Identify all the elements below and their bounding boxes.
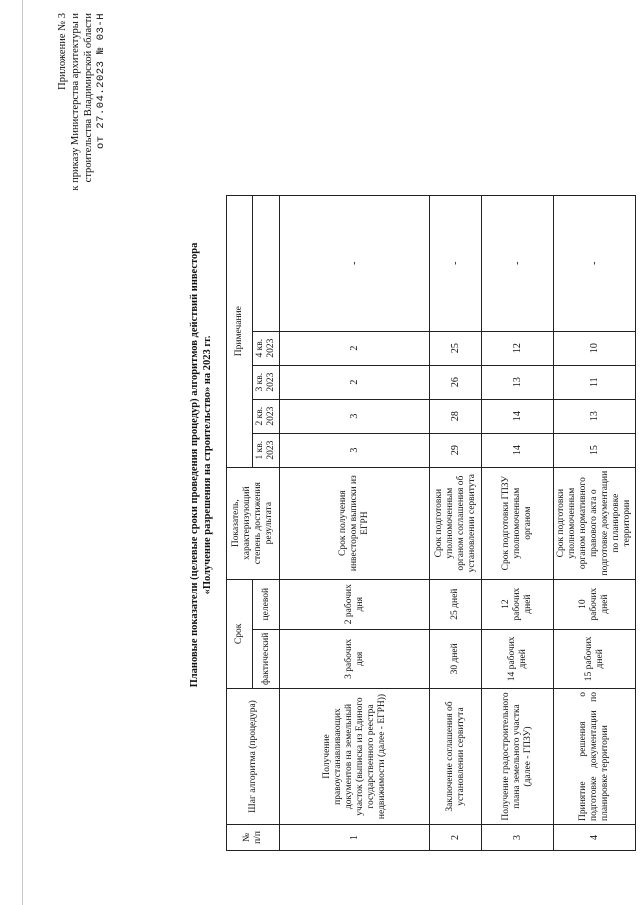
row-q2: 13 <box>554 399 636 433</box>
row-actual: 3 рабочих дня <box>280 629 430 688</box>
row-q4: 10 <box>554 331 636 365</box>
row-indicator: Срок получения инвестором выписки из ЕГРН <box>280 467 430 579</box>
row-step: Принятие решения о подготовке документации по планировке территории <box>554 689 636 825</box>
row-step: Получение градостроительного плана земельного участка (далее - ГПЗУ) <box>482 689 554 825</box>
title-line-2: «Получение разрешения на строительство» на 2023 гг. <box>202 335 213 595</box>
indicators-table <box>226 195 636 851</box>
header-note-group: Примечание <box>227 195 253 467</box>
header-term-target: целевой <box>253 579 280 629</box>
row-step: Получение правоустанавливающих документов на земельный участок (выписка из Единого государственного реестра недвижимости (далее - ЕГРН)) <box>280 689 430 825</box>
header-num: № п/п <box>227 825 280 851</box>
row-target: 2 рабочих дня <box>280 579 430 629</box>
row-q3: 26 <box>430 365 482 399</box>
row-note: - <box>430 195 482 331</box>
row-q3: 13 <box>482 365 554 399</box>
header-quarter-1: 1 кв. 2023 <box>253 433 280 467</box>
row-q4: 12 <box>482 331 554 365</box>
header-term: Срок <box>227 579 253 688</box>
row-q1: 3 <box>280 433 430 467</box>
table-row <box>482 195 554 850</box>
row-num: 4 <box>554 825 636 851</box>
table-row <box>430 195 482 850</box>
row-target: 12 рабочих дней <box>482 579 554 629</box>
header-step: Шаг алгоритма (процедура) <box>227 689 280 825</box>
row-q4: 2 <box>280 331 430 365</box>
row-q2: 28 <box>430 399 482 433</box>
row-q3: 2 <box>280 365 430 399</box>
row-note: - <box>554 195 636 331</box>
row-indicator: Срок подготовки уполномоченным органом нормативного правового акта о подготовке документации по планировке территории <box>554 467 636 579</box>
header-quarter-3: 3 кв. 2023 <box>253 365 280 399</box>
row-note: - <box>482 195 554 331</box>
row-note: - <box>280 195 430 331</box>
row-q1: 29 <box>430 433 482 467</box>
appendix-line-4: от 27.04.2023 № 03-Н <box>95 13 107 150</box>
row-q3: 11 <box>554 365 636 399</box>
row-actual: 30 дней <box>430 629 482 688</box>
header-indicator: Показатель, характеризующий степень достижения результата <box>227 467 280 579</box>
row-num: 1 <box>280 825 430 851</box>
row-q1: 15 <box>554 433 636 467</box>
row-q4: 25 <box>430 331 482 365</box>
row-target: 10 рабочих дней <box>554 579 636 629</box>
document-title <box>188 65 214 865</box>
title-line-1: Плановые показатели (целевые сроки проведения процедур) алгоритмов действий инвестора <box>189 242 200 688</box>
appendix-block <box>56 13 108 245</box>
header-quarter-2: 2 кв. 2023 <box>253 399 280 433</box>
appendix-line-2: к приказу Министерства архитектуры и <box>70 13 81 191</box>
table-row <box>554 195 636 850</box>
row-q2: 3 <box>280 399 430 433</box>
row-target: 25 дней <box>430 579 482 629</box>
row-num: 2 <box>430 825 482 851</box>
header-term-actual: фактический <box>253 629 280 688</box>
row-actual: 15 рабочих дней <box>554 629 636 688</box>
row-num: 3 <box>482 825 554 851</box>
row-actual: 14 рабочих дней <box>482 629 554 688</box>
appendix-line-1: Приложение № 3 <box>57 13 68 90</box>
row-indicator: Срок подготовки ГПЗУ уполномоченным органом <box>482 467 554 579</box>
row-q2: 14 <box>482 399 554 433</box>
table-row <box>280 195 430 850</box>
row-step: Заключение соглашения об установлении сервитута <box>430 689 482 825</box>
header-quarter-4: 4 кв. 2023 <box>253 331 280 365</box>
appendix-line-3: строительства Владимирской области <box>83 13 94 183</box>
row-q1: 14 <box>482 433 554 467</box>
header-note <box>253 195 280 331</box>
row-indicator: Срок подготовки уполномоченным органом соглашения об установлении сервитута <box>430 467 482 579</box>
